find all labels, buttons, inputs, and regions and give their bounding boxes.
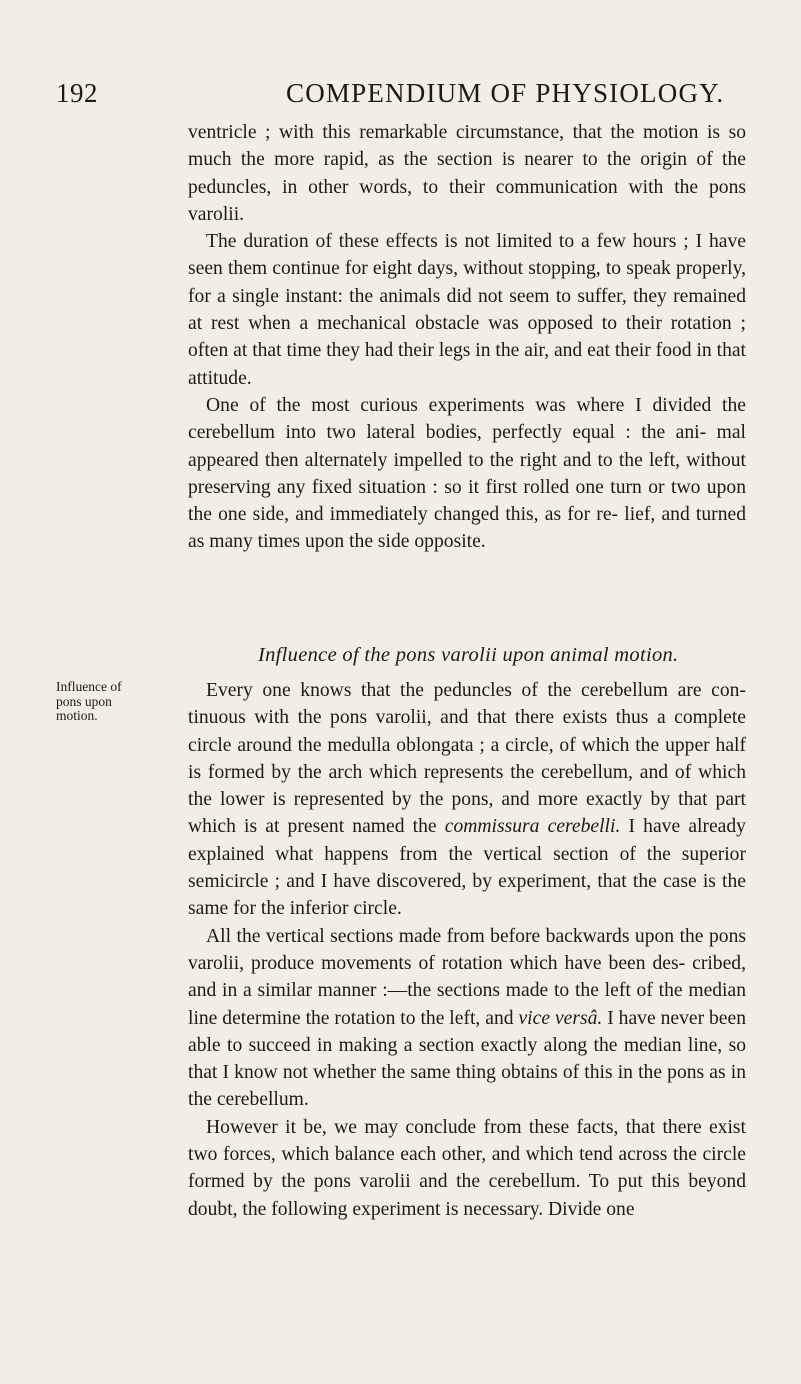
paragraph-vertical-sections xyxy=(188,923,746,1114)
margin-note-line: motion. xyxy=(56,708,98,723)
margin-note-line: pons upon xyxy=(56,693,112,709)
running-head: COMPENDIUM OF PHYSIOLOGY. xyxy=(286,78,725,108)
body-block-top xyxy=(188,119,746,556)
paragraph-curious-experiment: One of the most curious experiments was where I divided the cerebellum into two lateral bodies, perfectly equal : the ani- mal appeared then alternately impelled to the right and to the left, without preserving any fixed situation : so it first rolled one turn or two upon the one side, and immediately changed this, as for re- lief, and turned as many times upon the side opposite. xyxy=(188,394,746,553)
italic-term: vice versâ. xyxy=(518,1007,603,1029)
margin-note-line: Influence of xyxy=(56,679,122,694)
paragraph-peduncles xyxy=(188,677,746,923)
paragraph-conclusion: However it be, we may conclude from these facts, that there exist two forces, which balance each other, and which tend across the circle formed by the pons varolii and the cerebellum. To put this beyond doubt, the following experiment is necessary. Divide one xyxy=(188,1116,746,1220)
paragraph-text: I have already explained what happens from the vertical section of the superior semicircle ; and I have discovered, by experiment, that the case is the same for the inferior circle. xyxy=(188,816,746,920)
paragraph-text: All the vertical sections made from before backwards upon the pons varolii, produce movements of rotation which have been des- cribed, and in a similar manner :—the sections made to the left of the median line determine the rotation to the left, and xyxy=(188,925,746,1029)
section-heading: Influence of the pons varolii upon animal motion. xyxy=(258,644,679,666)
paragraph-continuation: ventricle ; with this remarkable circumstance, that the motion is so much the more rapid, as the section is nearer to the origin of the peduncles, in other words, to their communication with the pons varolii. xyxy=(188,122,746,225)
margin-note xyxy=(56,680,166,724)
page-number: 192 xyxy=(56,78,98,108)
body-block-bottom xyxy=(188,677,746,1223)
paragraph-duration: The duration of these effects is not limited to a few hours ; I have seen them continue for eight days, without stopping, to speak properly, for a single instant: the animals did not seem to suffer, they remained at rest when a mechanical obstacle was opposed to their rotation ; often at that time they had their legs in the air, and eat their food in that attitude. xyxy=(188,231,747,389)
paragraph-text: I have never been able to succeed in making a section exactly along the median line, so that I know not whether the same thing obtains of this in the pons as in the cerebellum. xyxy=(188,1007,746,1111)
paragraph-text: Every one knows that the peduncles of the cerebellum are con- tinuous with the pons varolii, and that there exists thus a complete circle around the medulla oblongata ; a circle, of which the upper half is formed by the arch which represents the cerebellum, and of which the lower is represented by the pons, and more exactly by that part which is at present named the xyxy=(188,680,746,838)
italic-term: commissura cerebelli. xyxy=(444,816,621,838)
